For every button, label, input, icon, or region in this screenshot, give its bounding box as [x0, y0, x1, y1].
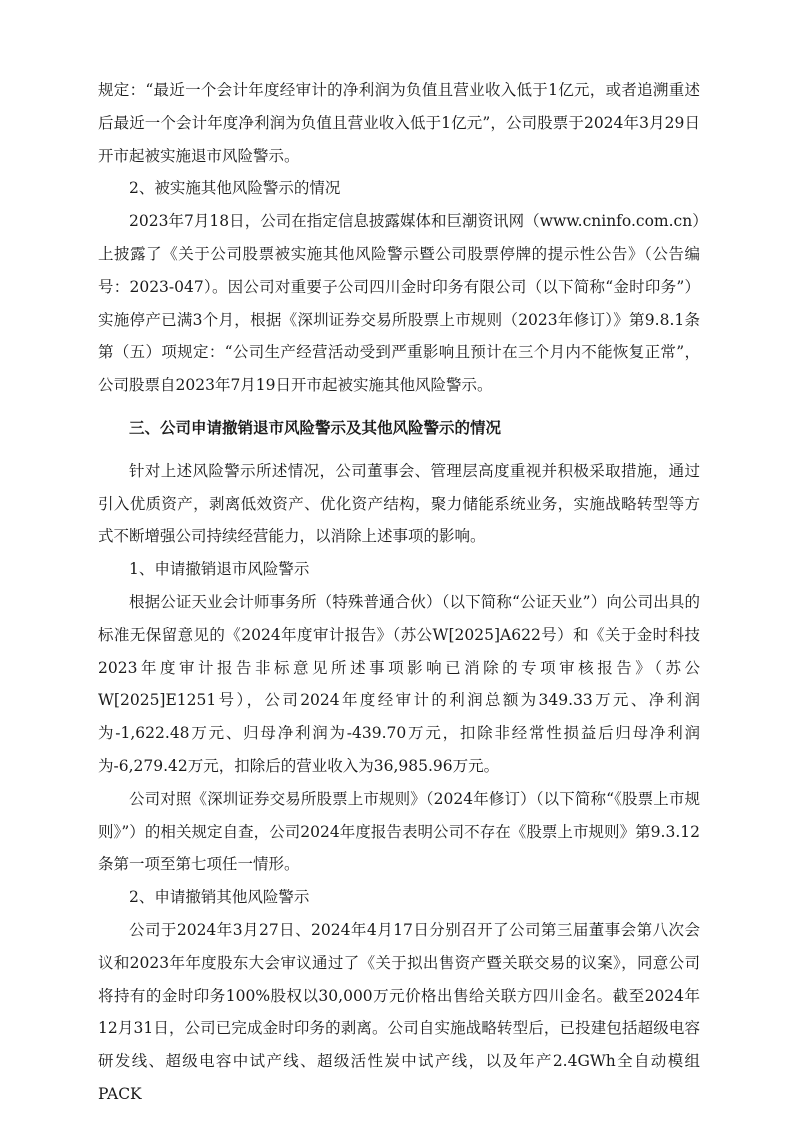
- sub1-paragraph-selfcheck: 公司对照《深圳证券交易所股票上市规则》（2024年修订）（以下简称“《股票上市规则》”）的相关规定自查，公司2024年度报告表明公司不存在《股票上市规则》第9.3.12条第一项至第七项任一情形。: [98, 789, 700, 874]
- sub2-heading: 2、申请撤销其他风险警示: [129, 888, 310, 907]
- sub1-heading: 1、申请撤销退市风险警示: [129, 560, 310, 579]
- document-body: [98, 74, 700, 1111]
- item2-paragraph: 2023年7月18日，公司在指定信息披露媒体和巨潮资讯网（www.cninfo.com.cn）上披露了《关于公司股票被实施其他风险警示暨公司股票停牌的提示性公告》（公告编号：2023-047）。因公司对重要子公司四川金时印务有限公司（以下简称“金时印务”）实施停产已满3个月，根据《深圳证券交易所股票上市规则（2023年修订）》第9.8.1条第（五）项规定：“公司生产经营活动受到严重影响且预计在三个月内不能恢复正常”，公司股票自2023年7月19日开市起被实施其他风险警示。: [98, 212, 700, 395]
- continuation-paragraph: 规定：“最近一个会计年度经审计的净利润为负值且营业收入低于1亿元，或者追溯重述后最近一个会计年度净利润为负值且营业收入低于1亿元”，公司股票于2024年3月29日开市起被实施退市风险警示。: [98, 81, 700, 165]
- section3-heading: 三、公司申请撤销退市风险警示及其他风险警示的情况: [129, 418, 502, 437]
- item2-heading: 2、被实施其他风险警示的情况: [129, 179, 341, 198]
- sub2-paragraph: 公司于2024年3月27日、2024年4月17日分别召开了公司第三届董事会第八次会议和2023年年度股东大会审议通过了《关于拟出售资产暨关联交易的议案》，同意公司将持有的金时印务100%股权以30,000万元价格出售给关联方四川金名。截至2024年12月31日，公司已完成金时印务的剥离。公司自实施战略转型后，已投建包括超级电容研发线、超级电容中试产线、超级活性炭中试产线，以及年产2.4GWh全自动模组PACK: [98, 920, 700, 1103]
- sub1-paragraph-audit: 根据公证天业会计师事务所（特殊普通合伙）（以下简称“公证天业”）向公司出具的标准无保留意见的《2024年度审计报告》（苏公W[2025]A622号）和《关于金时科技2023年度审计报告非标意见所述事项影响已消除的专项审核报告》（苏公W[2025]E1251号），公司2024年度经审计的利润总额为349.33万元、净利润为-1,622.48万元、归母净利润为-439.70万元，扣除非经常性损益后归母净利润为-6,279.42万元，扣除后的营业收入为36,985.96万元。: [98, 592, 700, 775]
- section3-intro-paragraph: 针对上述风险警示所述情况，公司董事会、管理层高度重视并积极采取措施，通过引入优质资产，剥离低效资产、优化资产结构，聚力储能系统业务，实施战略转型等方式不断增强公司持续经营能力，以消除上述事项的影响。: [98, 461, 700, 546]
